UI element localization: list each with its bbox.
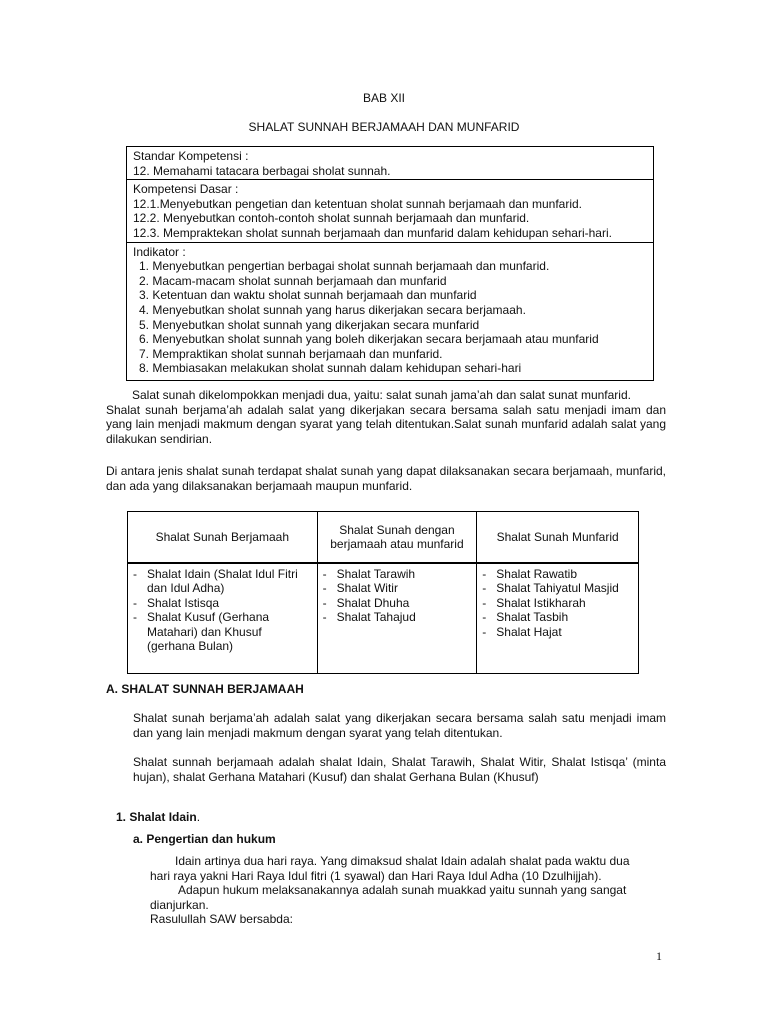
munfarid-cell — [477, 563, 639, 674]
standar-kompetensi-label: Standar Kompetensi : — [133, 149, 249, 163]
indikator-item: 7. Mempraktikan sholat sunnah berjamaah dan munfarid. — [139, 346, 443, 361]
list-item: - Shalat Witir — [322, 581, 473, 595]
chapter-title: SHALAT SUNNAH BERJAMAAH DAN MUNFARID — [248, 120, 520, 134]
table-row — [128, 563, 639, 674]
header-munfarid: Shalat Sunah Munfarid — [477, 512, 639, 564]
berjamaah-atau-munfarid-cell — [317, 563, 477, 674]
chapter-label: BAB XII — [362, 91, 406, 105]
list-item: - Shalat Rawatib — [481, 567, 634, 581]
list-item: - Shalat Kusuf (Gerhana Matahari) dan Khusuf (gerhana Bulan) — [132, 610, 313, 653]
indikator-item: 6. Menyebutkan sholat sunnah yang boleh dikerjakan secara berjamaah atau munfarid — [139, 332, 599, 347]
indikator-item: 5. Menyebutkan sholat sunnah yang dikerjakan secara munfarid — [139, 317, 480, 332]
indikator-item: 3. Ketentuan dan waktu sholat sunnah berjamaah dan munfarid — [139, 288, 477, 303]
section-1-heading: 1. Shalat Idain — [116, 810, 197, 824]
berjamaah-cell — [128, 563, 318, 674]
standar-kompetensi-section — [127, 147, 653, 179]
kompetensi-dasar-item: 12.3. Mempraktekan sholat sunnah berjamaah dan munfarid dalam kehidupan sehari-hari. — [133, 225, 612, 240]
intro-paragraph-2: Di antara jenis shalat sunah terdapat shalat sunah yang dapat dilaksanakan secara berjamaah, munfarid, dan ada yang dilaksanakan berjamaah maupun munfarid. — [106, 464, 666, 493]
section-1a-paragraph-2-rest: dianjurkan. — [150, 897, 209, 912]
header-berjamaah: Shalat Sunah Berjamaah — [128, 512, 318, 564]
list-item: - Shalat Tasbih — [481, 610, 634, 624]
section-1-heading-period: . — [196, 810, 201, 824]
berjamaah-atau-munfarid-list — [322, 567, 473, 625]
indikator-item: 1. Menyebutkan pengertian berbagai sholat sunnah berjamaah dan munfarid. — [139, 259, 550, 274]
section-1a-paragraph-1-rest: hari raya yakni Hari Raya Idul fitri (1 syawal) dan Hari Raya Idul Adha (10 Dzulhijjah). — [150, 868, 602, 883]
list-item: - Shalat Tarawih — [322, 567, 473, 581]
section-1-heading-line — [116, 810, 200, 824]
indikator-item: 4. Menyebutkan sholat sunnah yang harus dikerjakan secara berjamaah. — [139, 302, 526, 317]
section-1a-paragraph-3: Rasulullah SAW bersabda: — [150, 912, 293, 926]
list-item: - Shalat Istikharah — [481, 596, 634, 610]
section-1a-paragraph-1 — [150, 854, 666, 883]
intro-paragraph-1-body: Shalat sunah berjama’ah adalah salat yang dikerjakan secara bersama salah satu menjadi imam dan yang lain menjadi makmum dengan syarat yang telah ditentukan.Salat sunah munfarid adalah salat yang dilakukan sendirian. — [106, 402, 666, 446]
list-item: - Shalat Dhuha — [322, 596, 473, 610]
berjamaah-list — [132, 567, 313, 653]
kompetensi-dasar-item: 12.1.Menyebutkan pengetian dan ketentuan sholat sunnah berjamaah dan munfarid. — [133, 196, 582, 211]
list-item: - Shalat Tahajud — [322, 610, 473, 624]
intro-paragraph-1 — [106, 388, 666, 446]
kompetensi-dasar-label: Kompetensi Dasar : — [133, 182, 239, 197]
section-a-paragraph-2: Shalat sunnah berjamaah adalah shalat Idain, Shalat Tarawih, Shalat Witir, Shalat Istisqa’ (minta hujan), shalat Gerhana Matahari (Kusuf) dan shalat Gerhana Bulan (Khusuf) — [133, 755, 666, 784]
section-a-heading: A. SHALAT SUNNAH BERJAMAAH — [106, 682, 304, 696]
standar-kompetensi-item: 12. Memahami tatacara berbagai sholat sunnah. — [133, 163, 391, 178]
header-berjamaah-atau-munfarid: Shalat Sunah dengan berjamaah atau munfarid — [317, 512, 477, 564]
kompetensi-dasar-section — [127, 179, 653, 241]
indikator-item: 8. Membiasakan melakukan sholat sunnah dalam kehidupan sehari-hari — [139, 361, 522, 376]
jenis-shalat-table — [127, 511, 639, 674]
indikator-label: Indikator : — [133, 244, 186, 259]
kompetensi-dasar-item: 12.2. Menyebutkan contoh-contoh sholat sunnah berjamaah dan munfarid. — [133, 211, 530, 226]
section-1a-paragraph-2 — [150, 883, 666, 912]
list-item: - Shalat Istisqa — [132, 596, 313, 610]
section-1a-paragraph-2-first-line: Adapun hukum melaksanakannya adalah sunah muakkad yaitu sunnah yang sangat — [178, 883, 627, 897]
section-a-paragraph-1: Shalat sunah berjama’ah adalah salat yang dikerjakan secara bersama salah satu menjadi imam dan yang lain menjadi makmum dengan syarat yang telah ditentukan. — [133, 711, 666, 740]
section-1a-paragraph-1-first-line: Idain artinya dua hari raya. Yang dimaksud shalat Idain adalah shalat pada waktu dua — [175, 854, 630, 868]
munfarid-list — [481, 567, 634, 639]
indikator-section — [127, 242, 653, 380]
intro-paragraph-1-first-line: Salat sunah dikelompokkan menjadi dua, yaitu: salat sunah jama’ah dan salat sunat munfarid. — [132, 388, 631, 402]
page-number: 1 — [656, 949, 662, 963]
table-header-row — [128, 512, 639, 564]
indikator-item: 2. Macam-macam sholat sunnah berjamaah dan munfarid — [139, 273, 447, 288]
list-item: - Shalat Hajat — [481, 625, 634, 639]
list-item: - Shalat Idain (Shalat Idul Fitri dan Idul Adha) — [132, 567, 313, 596]
kompetensi-box — [126, 146, 654, 381]
section-1a-heading: a. Pengertian dan hukum — [133, 832, 276, 846]
list-item: - Shalat Tahiyatul Masjid — [481, 581, 634, 595]
